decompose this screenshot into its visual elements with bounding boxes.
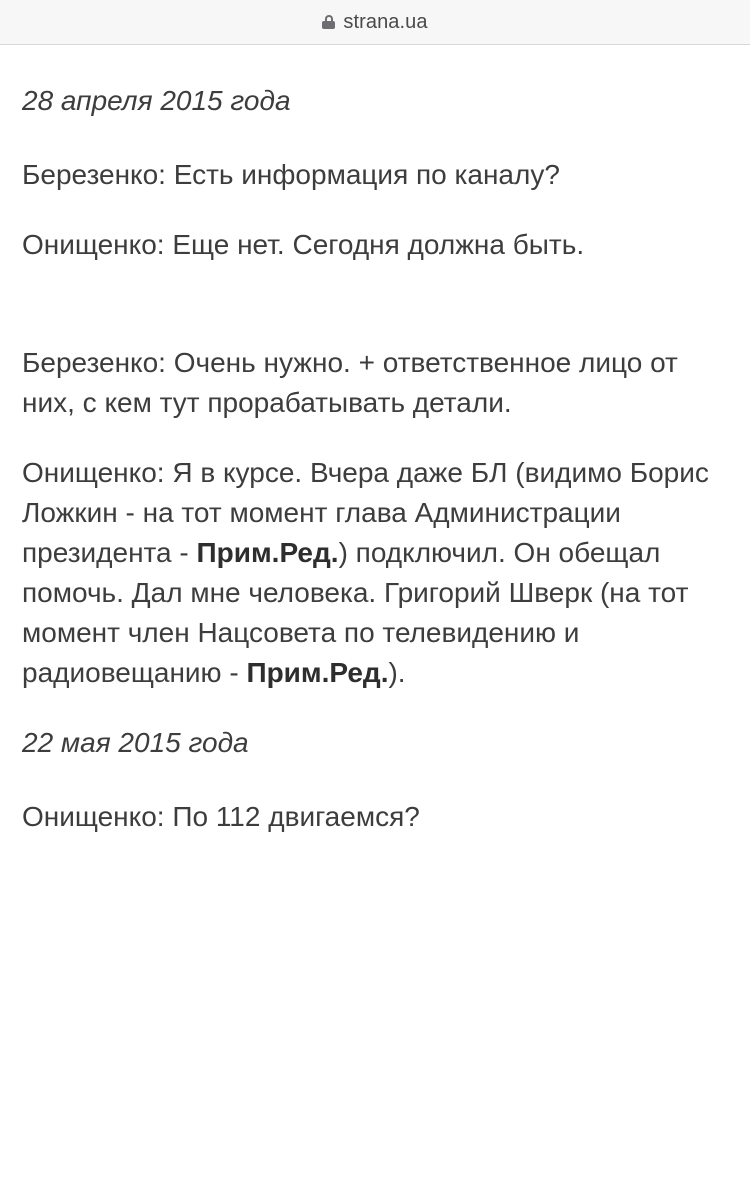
article-paragraph: Березенко: Есть информация по каналу? — [22, 159, 560, 190]
paragraph-text: Онищенко: Я в курсе. Вчера даже БЛ (видимо Борис Ложкин - на тот момент глава Администрации президента - — [22, 457, 709, 568]
article-paragraph: Онищенко: Еще нет. Сегодня должна быть. — [22, 229, 585, 260]
url-host-label: strana.ua — [343, 10, 428, 33]
paragraph-text: ). — [388, 657, 406, 688]
lock-icon — [322, 15, 335, 29]
editor-note-label: Прим.Ред. — [196, 537, 339, 568]
article-date-line: 22 мая 2015 года — [22, 727, 249, 758]
editor-note-label: Прим.Ред. — [246, 657, 389, 688]
article-paragraph: Березенко: Очень нужно. + ответственное лицо от них, с кем тут прорабатывать детали. — [22, 347, 678, 418]
paragraph-text: ) подключил. Он обещал помочь. Дал мне человека. Григорий Шверк (на тот момент член Нацсовета по телевидению и радиовещанию - — [22, 537, 689, 688]
article-body — [0, 45, 750, 837]
article-date-line: 28 апреля 2015 года — [22, 85, 291, 116]
paragraph-list — [22, 81, 728, 837]
article-paragraph — [22, 453, 728, 693]
article-paragraph: Онищенко: По 112 двигаемся? — [22, 801, 420, 832]
browser-url-bar[interactable] — [0, 0, 750, 45]
